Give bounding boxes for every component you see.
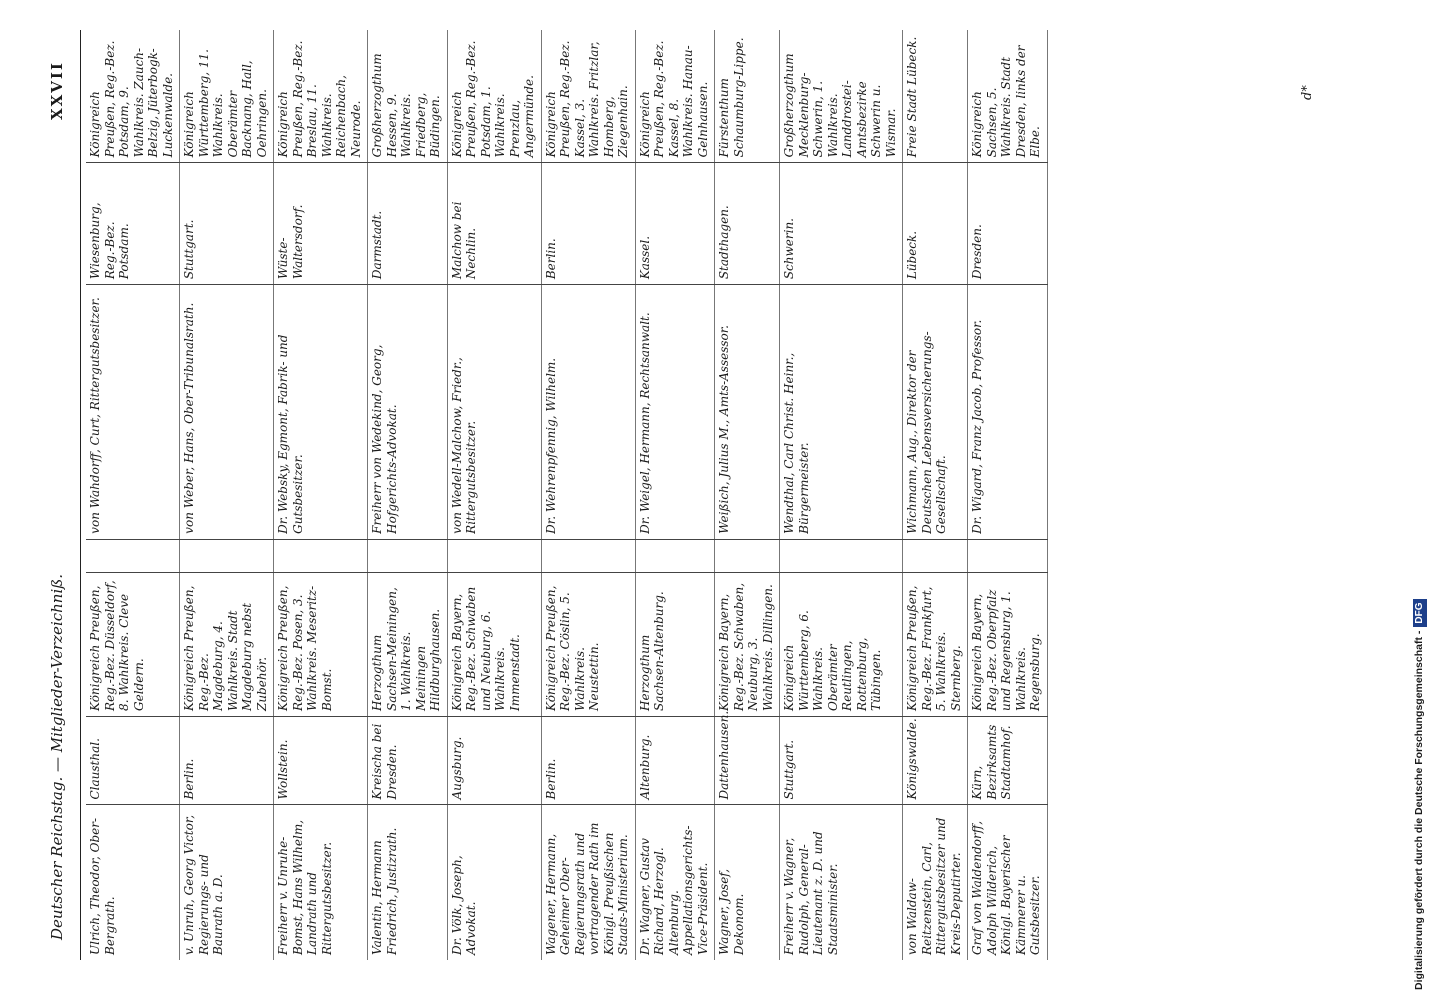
running-title: Deutscher Reichstag. — Mitglieder-Verzeichniß. — [48, 573, 66, 940]
member-name: Ulrich, Theodor, Ober-Bergrath. — [88, 817, 117, 955]
gutter — [86, 539, 180, 572]
gutter — [368, 539, 448, 572]
member-name: von Weber, Hans, Ober-Tribunalsrath. — [180, 285, 274, 540]
member-name: Freiherr v. Wagner, Rudolph, General-Lieutenant z. D. und Staatsminister. — [782, 831, 840, 955]
member-name: Freiherr v. Unruhe-Bomst, Hans Wilhelm, Landrath und Rittergutsbesitzer. — [276, 819, 334, 955]
table-row — [635, 30, 715, 960]
member-constituency: Königreich Bayern, Reg.-Bez. Oberpfalz und Regensburg, 1. Wahlkreis. Regensburg. — [968, 573, 1048, 717]
member-constituency: Königreich Sachsen, 5. Wahlkreis. Stadt Dresden, links der Elbe. — [968, 30, 1048, 163]
gutter — [635, 539, 715, 572]
member-residence: Kassel. — [635, 163, 715, 285]
member-constituency: Königreich Württemberg, 6. Wahlkreis. Oberämter Reutlingen, Rottenburg, Tübingen. — [780, 573, 903, 717]
member-residence: Dattenhausen. — [715, 716, 780, 805]
member-constituency: Großherzogthum Mecklenburg-Schwerin, 1. Wahlkreis. Landdrostei-Amtsbezirke Schwerin u. Wismar. — [780, 30, 903, 163]
member-name: von Waldaw-Reitzenstein, Carl, Rittergutsbesitzer und Kreis-Deputirter. — [905, 817, 963, 955]
member-residence: Stadthagen. — [715, 163, 780, 285]
page-number: XXVII — [48, 61, 66, 120]
member-residence: Dresden. — [968, 163, 1048, 285]
member-table — [86, 30, 1048, 960]
member-residence: Stuttgart. — [180, 163, 274, 285]
member-constituency: Königreich Preußen, Reg.-Bez. Magdeburg, 4. Wahlkreis. Stadt Magdeburg nebst Zubehör. — [180, 573, 274, 717]
member-name: Freiherr von Wedekind, Georg, Hofgerichts-Advokat. — [368, 285, 448, 540]
member-name: Valentin, Hermann Friedrich, Justizrath. — [370, 827, 399, 955]
member-residence: Kürn, Bezirksamts Stadtamhof. — [968, 716, 1048, 805]
gutter — [274, 539, 368, 572]
credit-text: Digitalisierung gefördert durch die Deutsche Forschungsgemeinschaft - — [1413, 630, 1425, 990]
member-residence: Königswalde. — [903, 716, 968, 805]
member-name: Weißich, Julius M., Amts-Assessor. — [715, 285, 780, 540]
member-name: von Wahdorff, Curt, Rittergutsbesitzer. — [86, 285, 180, 540]
member-constituency: Königreich Preußen, Reg.-Bez. Potsdam, 1. Wahlkreis. Prenzlau, Angermünde. — [447, 30, 541, 163]
member-constituency: Königreich Preußen, Reg.-Bez. Cöslin, 5. Wahlkreis. Neustettin. — [541, 573, 635, 717]
member-name: Wagner, Josef, Dekonom. — [717, 868, 746, 955]
member-name: Dr. Websky, Egmont, Fabrik- und Gutsbesitzer. — [274, 285, 368, 540]
member-name: Dr. Wigard, Franz Jacob, Professor. — [968, 285, 1048, 540]
table-row — [274, 30, 368, 960]
gutter — [903, 539, 968, 572]
header-rule — [80, 30, 81, 960]
member-constituency: Königreich Bayern, Reg.-Bez. Schwaben und Neuburg, 6. Wahlkreis. Immenstadt. — [447, 573, 541, 717]
member-residence: Wiesenburg, Reg.-Bez. Potsdam. — [86, 163, 180, 285]
table-row — [780, 30, 903, 960]
gutter — [968, 539, 1048, 572]
member-constituency: Königreich Preußen, Reg.-Bez. Potsdam, 9. Wahlkreis. Zauch-Belzig, Jüterbogk-Luckenwalde. — [86, 30, 180, 163]
member-constituency: Fürstenthum Schaumburg-Lippe. — [715, 30, 780, 163]
member-constituency: Freie Stadt Lübeck. — [903, 30, 968, 163]
member-name: von Wedell-Malchow, Friedr., Rittergutsbesitzer. — [447, 285, 541, 540]
member-constituency: Königreich Preußen, Reg.-Bez. Kassel, 3. Wahlkreis. Fritzlar, Homberg, Ziegenhain. — [541, 30, 635, 163]
member-name: Dr. Wagner, Gustav Richard, Herzogl. Altenburg. Appellationsgerichts-Vice-Präsident. — [637, 825, 710, 955]
member-residence: Berlin. — [180, 716, 274, 805]
signature-mark: d* — [1300, 85, 1315, 100]
member-name: Wichmann, Aug., Direktor der Deutschen Lebensversicherungs-Gesellschaft. — [903, 285, 968, 540]
member-constituency: Herzogthum Sachsen-Altenburg. — [635, 573, 715, 717]
member-constituency: Königreich Preußen, Reg.-Bez. Posen, 3. Wahlkreis. Meseritz-Bomst. — [274, 573, 368, 717]
gutter — [541, 539, 635, 572]
member-name: Graf von Waldendorff, Adolph Wilderich, Königl. Bayerischer Kämmerer u. Gutsbesitzer. — [970, 820, 1042, 955]
table-row — [541, 30, 635, 960]
member-residence: Darmstadt. — [368, 163, 448, 285]
member-name: Dr. Völk, Joseph, Advokat. — [449, 855, 478, 955]
member-residence: Berlin. — [541, 716, 635, 805]
member-residence: Kreischa bei Dresden. — [368, 716, 448, 805]
member-residence: Augsburg. — [447, 716, 541, 805]
member-residence: Berlin. — [541, 163, 635, 285]
table-row — [968, 30, 1048, 960]
table-row — [368, 30, 448, 960]
member-residence: Wollstein. — [274, 716, 368, 805]
member-residence: Clausthal. — [86, 716, 180, 805]
member-constituency: Herzogthum Sachsen-Meiningen, 1. Wahlkreis. Meiningen Hildburghausen. — [368, 573, 448, 717]
gutter — [180, 539, 274, 572]
page-header — [40, 0, 76, 1000]
member-residence: Malchow bei Nechlin. — [447, 163, 541, 285]
member-name: Wagener, Hermann, Geheimer Ober-Regierungsrath und vortragender Rath im Königl. Preußischen Staats-Ministerium. — [543, 822, 630, 955]
member-residence: Lübeck. — [903, 163, 968, 285]
member-constituency: Königreich Bayern, Reg.-Bez. Schwaben, Neuburg, 3. Wahlkreis. Dillingen. — [715, 573, 780, 717]
table-row — [447, 30, 541, 960]
table-row — [715, 30, 780, 960]
table-row — [86, 30, 180, 960]
dfg-logo: DFG — [1413, 600, 1427, 627]
gutter — [715, 539, 780, 572]
member-residence: Stuttgart. — [780, 716, 903, 805]
member-name: Wendthal, Carl Christ. Heinr., Bürgermeister. — [780, 285, 903, 540]
gutter — [780, 539, 903, 572]
member-residence: Altenburg. — [635, 716, 715, 805]
member-constituency: Großherzogthum Hessen, 9. Wahlkreis. Friedberg, Büdingen. — [368, 30, 448, 163]
member-residence: Schwerin. — [780, 163, 903, 285]
member-constituency: Königreich Württemberg, 11. Wahlkreis. Oberämter Backnang, Hall, Oehringen. — [180, 30, 274, 163]
credit-sidebar — [1408, 4, 1430, 996]
member-constituency: Königreich Preußen, Reg.-Bez. Breslau, 11. Wahlkreis. Reichenbach, Neurode. — [274, 30, 368, 163]
member-name: Dr. Wehrenpfennig, Wilhelm. — [541, 285, 635, 540]
member-name: Dr. Weigel, Hermann, Rechtsanwalt. — [635, 285, 715, 540]
table-row — [903, 30, 968, 960]
member-name: v. Unruh, Georg Victor, Regierungs- und Baurath a. D. — [182, 814, 225, 955]
table-row — [180, 30, 274, 960]
gutter — [447, 539, 541, 572]
member-residence: Wüste-Waltersdorf. — [274, 163, 368, 285]
member-constituency: Königreich Preußen, Reg.-Bez. Frankfurt, 5. Wahlkreis. Sternberg. — [903, 573, 968, 717]
member-constituency: Königreich Preußen, Reg.-Bez. Kassel, 8. Wahlkreis. Hanau-Gelnhausen. — [635, 30, 715, 163]
member-constituency: Königreich Preußen, Reg.-Bez. Düsseldorf, 8. Wahlkreis. Cleve Geldern. — [86, 573, 180, 717]
